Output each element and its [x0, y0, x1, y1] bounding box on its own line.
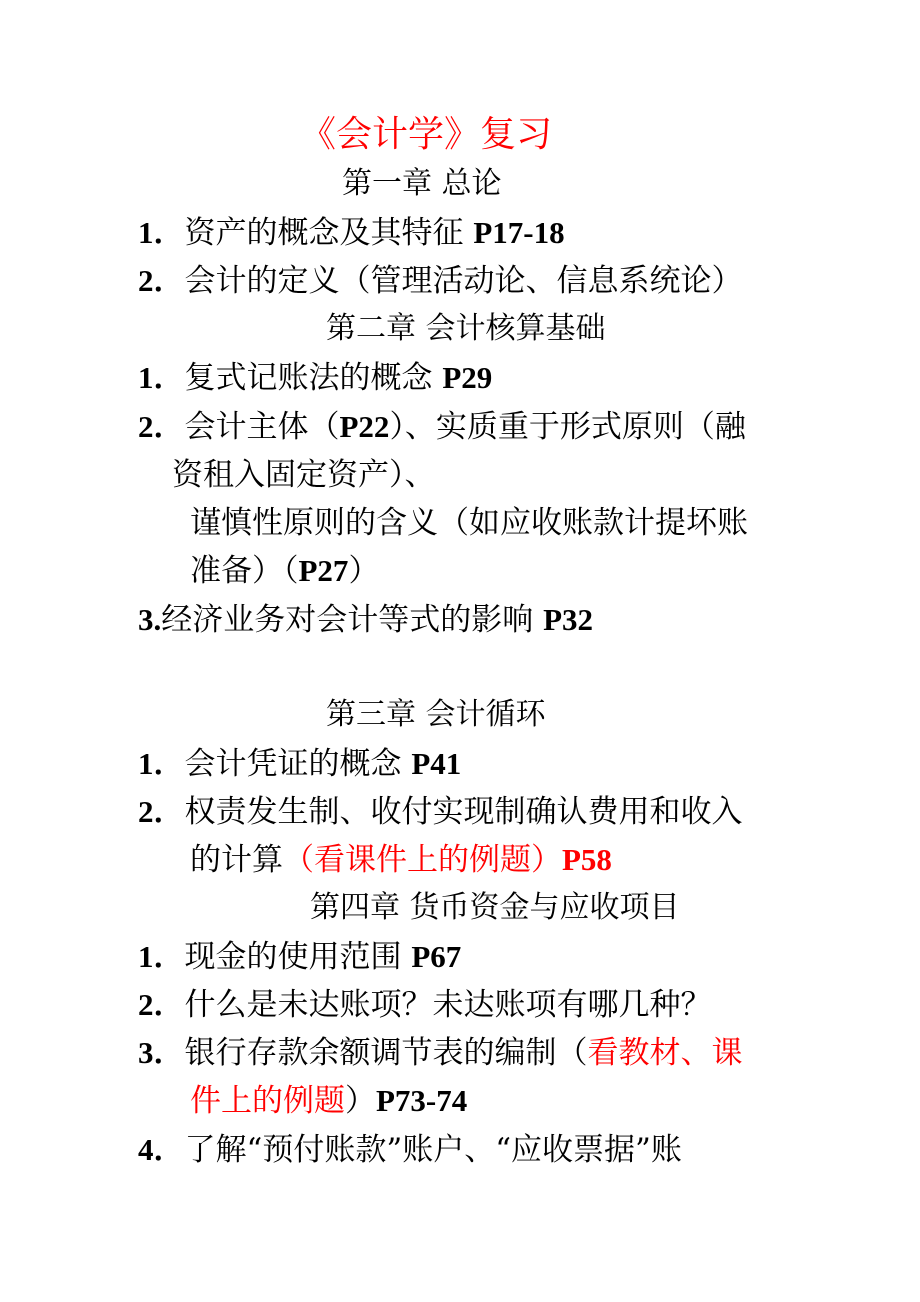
chapter-4-item-1 — [138, 937, 461, 977]
chapter-3-item-2-cont — [190, 840, 612, 880]
item-text: ） — [345, 1083, 376, 1119]
chapter-2-item-2-cont-3 — [190, 551, 379, 591]
item-number: 2． — [138, 409, 185, 444]
chapter-2-item-3 — [138, 600, 593, 640]
item-text: 准备）（ — [190, 553, 299, 589]
page-reference: P32 — [543, 602, 594, 637]
chapter-4-heading: 第四章 货币资金与应收项目 — [310, 890, 680, 925]
page-reference: P29 — [442, 360, 493, 395]
item-text: 资产的概念及其特征 — [184, 215, 474, 251]
document-title: 《会计学》复习 — [300, 114, 553, 155]
chapter-4-item-3-cont — [190, 1081, 467, 1121]
chapter-3-item-1 — [138, 744, 461, 784]
chapter-2-item-1 — [138, 358, 492, 398]
item-number: 1． — [138, 215, 185, 250]
chapter-4-item-4 — [138, 1130, 682, 1170]
chapter-1-item-2 — [138, 261, 743, 301]
chapter-3-heading: 第三章 会计循环 — [326, 697, 546, 732]
item-text: 什么是未达账项？未达账项有哪几种？ — [184, 987, 712, 1023]
chapter-2-item-2-cont-2 — [190, 503, 748, 543]
page-reference: P41 — [411, 746, 462, 781]
item-number: 3． — [138, 1035, 185, 1070]
item-text: 资租入固定资产）、 — [172, 457, 436, 493]
page-reference: P27 — [298, 553, 349, 588]
item-text: 了解“预付账款”账户、“应收票据”账 — [184, 1132, 682, 1168]
page-reference: P22 — [339, 409, 390, 444]
item-text: 复式记账法的概念 — [184, 360, 443, 396]
page-reference: P73-74 — [376, 1083, 468, 1118]
highlight-text: 看教材、课 — [587, 1035, 743, 1071]
page-reference: P17-18 — [473, 215, 565, 250]
item-number: 2． — [138, 263, 185, 298]
item-text: 的计算 — [190, 842, 283, 878]
highlight-text: （看课件上的例题） — [283, 842, 562, 878]
chapter-2-item-2 — [138, 407, 746, 447]
item-text: 谨慎性原则的含义（如应收账款计提坏账 — [190, 505, 748, 541]
chapter-2-heading: 第二章 会计核算基础 — [326, 311, 606, 346]
item-text: 会计凭证的概念 — [184, 746, 412, 782]
item-number: 1． — [138, 746, 185, 781]
item-number: 2． — [138, 987, 185, 1022]
item-text: ） — [348, 553, 380, 589]
item-text: 经济业务对会计等式的影响 — [161, 602, 544, 638]
chapter-1-heading: 第一章 总论 — [342, 166, 502, 201]
item-text: 权责发生制、收付实现制确认费用和收入 — [184, 794, 743, 830]
item-number: 1． — [138, 360, 185, 395]
highlight-text: 件上的例题 — [190, 1083, 345, 1119]
chapter-2-item-2-cont-1 — [172, 455, 436, 495]
page-reference: P58 — [562, 842, 612, 877]
item-text: 现金的使用范围 — [184, 939, 412, 975]
chapter-3-item-2 — [138, 792, 743, 832]
chapter-4-item-2 — [138, 985, 712, 1025]
item-text: ）、实质重于形式原则（融 — [389, 409, 746, 445]
item-number: 2． — [138, 794, 185, 829]
item-text: 会计主体（ — [184, 409, 340, 445]
page-reference: P67 — [411, 939, 462, 974]
item-number: 3. — [138, 602, 162, 637]
item-number: 1． — [138, 939, 185, 974]
item-text: 银行存款余额调节表的编制（ — [184, 1035, 588, 1071]
chapter-4-item-3 — [138, 1033, 743, 1073]
item-text: 会计的定义（管理活动论、信息系统论） — [184, 263, 743, 299]
item-number: 4． — [138, 1132, 185, 1167]
chapter-1-item-1 — [138, 213, 565, 253]
